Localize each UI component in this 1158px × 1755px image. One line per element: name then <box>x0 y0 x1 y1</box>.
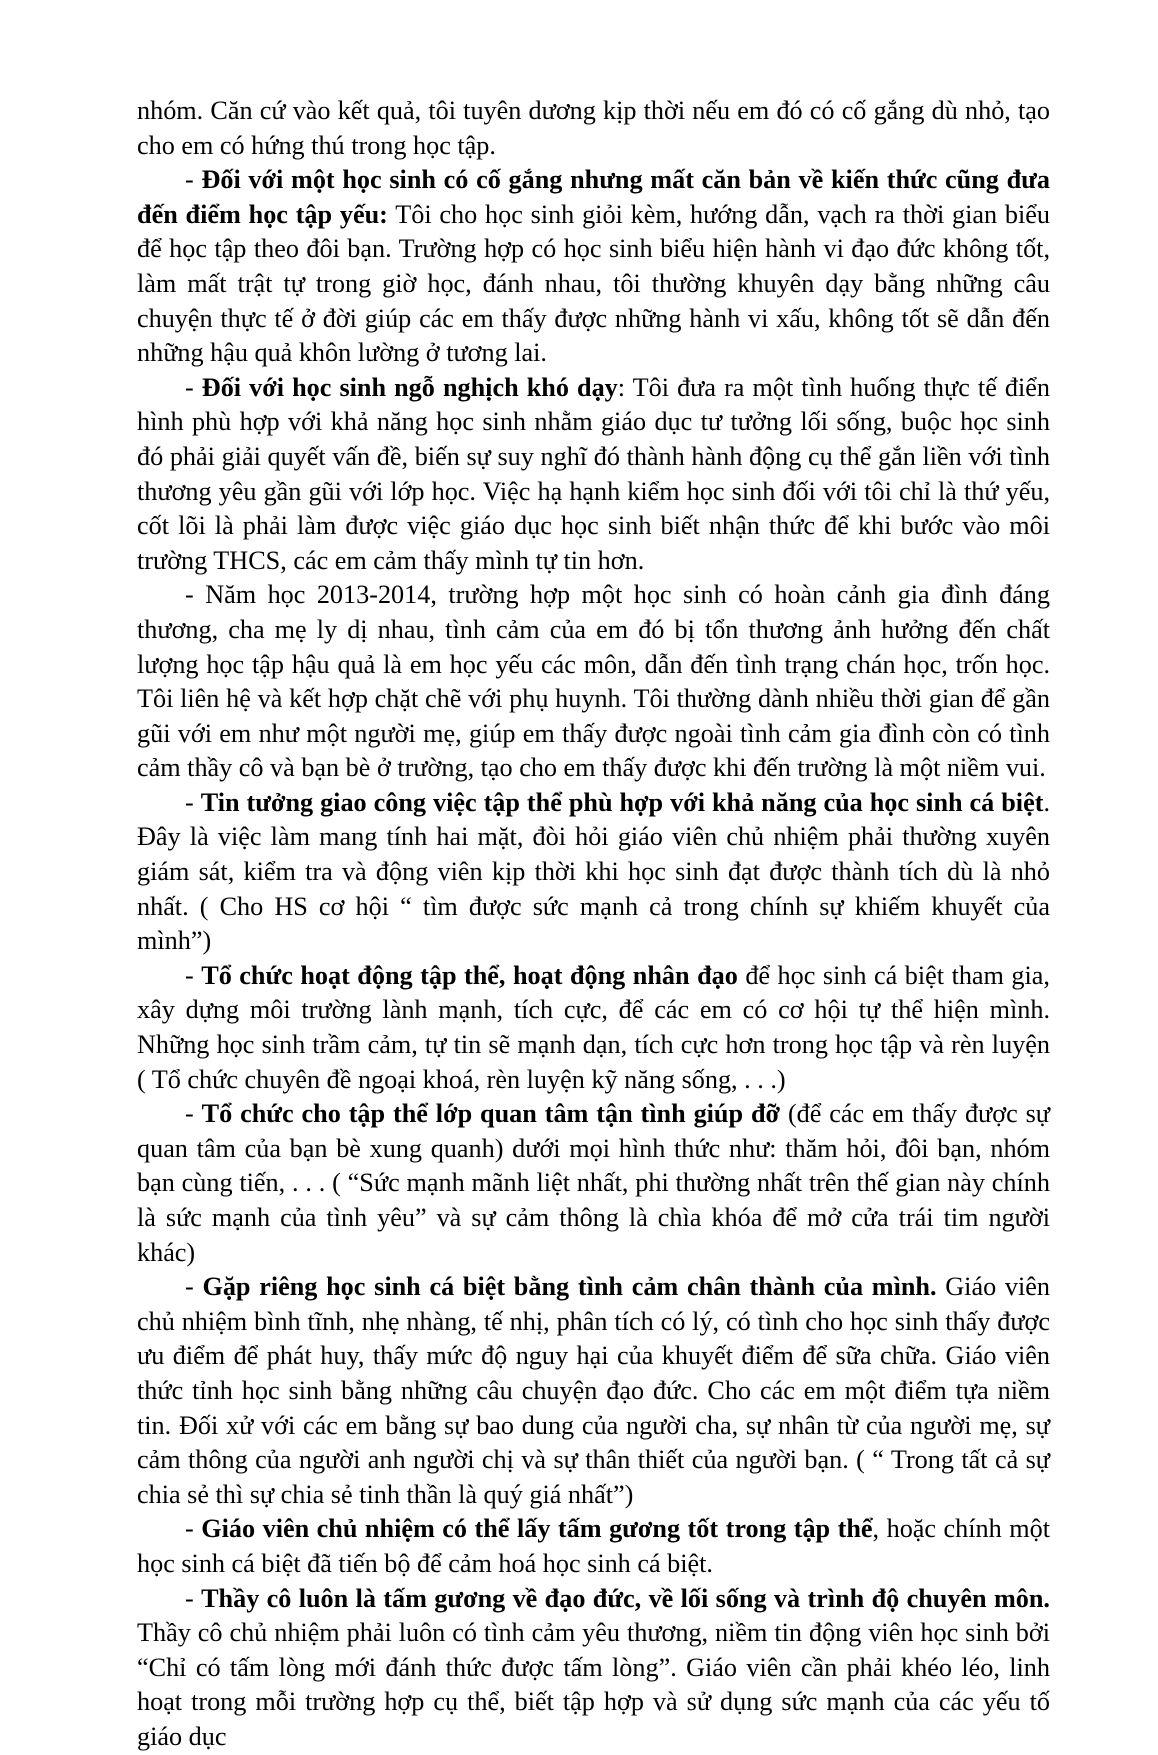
paragraph-8-heading: Gặp riêng học sinh cá biệt bằng tình cảm chân thành của mình. <box>202 1272 937 1302</box>
paragraph-3-lead: - <box>185 372 202 402</box>
paragraph-5 <box>137 786 1050 959</box>
paragraph-10-text: Thầy cô chủ nhiệm phải luôn có tình cảm yêu thương, niềm tin động viên học sinh bởi “Chỉ có tấm lòng mới đánh thức được tấm lòng”. Giáo viên cần phải khéo léo, linh hoạt trong mỗi trường hợp cụ thể, biết tập hợp và sử dụng sức mạnh của các yếu tố giáo dục <box>137 1618 1050 1751</box>
paragraph-6 <box>137 959 1050 1097</box>
paragraph-8 <box>137 1270 1050 1512</box>
paragraph-8-lead: - <box>185 1272 203 1302</box>
paragraph-2-lead: - <box>185 165 202 195</box>
paragraph-9-lead: - <box>185 1514 202 1544</box>
paragraph-3-text: : Tôi đưa ra một tình huống thực tế điển hình phù hợp với khả năng học sinh nhằm giáo dục tư tưởng lối sống, buộc học sinh đó phải giải quyết vấn đề, biến sự suy nghĩ đó thành hành động cụ thể gắn liền với tình thương yêu gần gũi với lớp học. Việc hạ hạnh kiểm học sinh đối với tôi chỉ là thứ yếu, cốt lõi là phải làm được việc giáo dục học sinh biết nhận thức để khi bước vào môi trường THCS, các em cảm thấy mình tự tin hơn. <box>137 372 1050 575</box>
paragraph-5-text: . Đây là việc làm mang tính hai mặt, đòi hỏi giáo viên chủ nhiệm phải thường xuyên giám sát, kiểm tra và động viên kịp thời khi học sinh đạt được thành tích dù là nhỏ nhất. ( Cho HS cơ hội “ tìm được sức mạnh cả trong chính sự khiếm khuyết của mình”) <box>137 787 1050 956</box>
paragraph-2-text: Tôi cho học sinh giỏi kèm, hướng dẫn, vạch ra thời gian biểu để học tập theo đôi bạn. Trường hợp có học sinh biểu hiện hành vi đạo đức không tốt, làm mất trật tự trong giờ học, đánh nhau, tôi thường khuyên dạy bằng những câu chuyện thực tế ở đời giúp các em thấy được những hành vi xấu, không tốt sẽ dẫn đến những hậu quả khôn lường ở tương lai. <box>137 199 1050 368</box>
paragraph-2-heading: Đối với một học sinh có cố gắng nhưng mất căn bản về kiến thức cũng đưa đến điểm học tập yếu: <box>137 165 1050 229</box>
paragraph-9-text: , hoặc chính một học sinh cá biệt đã tiến bộ để cảm hoá học sinh cá biệt. <box>137 1514 1050 1578</box>
paragraph-5-heading: Tin tưởng giao công việc tập thể phù hợp với khả năng của học sinh cá biệt <box>200 787 1044 817</box>
paragraph-10-heading: Thầy cô luôn là tấm gương về đạo đức, về lối sống và trình độ chuyên môn. <box>201 1583 1050 1613</box>
paragraph-1 <box>137 94 1050 163</box>
paragraph-6-text: để học sinh cá biệt tham gia, xây dựng môi trường lành mạnh, tích cực, để các em có cơ hội tự thể hiện mình. Những học sinh trầm cảm, tự tin sẽ mạnh dạn, tích cực hơn trong học tập và rèn luyện ( Tổ chức chuyên đề ngoại khoá, rèn luyện kỹ năng sống, . . .) <box>137 960 1050 1094</box>
paragraph-4-text: - Năm học 2013-2014, trường hợp một học sinh có hoàn cảnh gia đình đáng thương, cha mẹ ly dị nhau, tình cảm của em đó bị tổn thương ảnh hưởng đến chất lượng học tập hậu quả là em học yếu các môn, dẫn đến tình trạng chán học, trốn học. Tôi liên hệ và kết hợp chặt chẽ với phụ huynh. Tôi thường dành nhiều thời gian để gần gũi với em như một người mẹ, giúp em thấy được ngoài tình cảm gia đình còn có tình cảm thầy cô và bạn bè ở trường, tạo cho em thấy được khi đến trường là một niềm vui. <box>137 580 1050 783</box>
paragraph-1-text: nhóm. Căn cứ vào kết quả, tôi tuyên dương kịp thời nếu em đó có cố gắng dù nhỏ, tạo cho em có hứng thú trong học tập. <box>137 96 1050 160</box>
paragraph-10 <box>137 1582 1050 1755</box>
paragraph-6-heading: Tổ chức hoạt động tập thể, hoạt động nhân đạo <box>201 960 738 990</box>
paragraph-9 <box>137 1512 1050 1581</box>
paragraph-2 <box>137 163 1050 371</box>
document-page <box>137 94 1050 1755</box>
paragraph-8-text: Giáo viên chủ nhiệm bình tĩnh, nhẹ nhàng, tế nhị, phân tích có lý, có tình cho học sinh thấy được ưu điểm để phát huy, thấy mức độ nguy hại của khuyết điểm để sữa chữa. Giáo viên thức tỉnh học sinh bằng những câu chuyện đạo đức. Cho các em một điểm tựa niềm tin. Đối xử với các em bằng sự bao dung của người cha, sự nhân từ của người mẹ, sự cảm thông của người anh người chị và sự thân thiết của người bạn. ( “ Trong tất cả sự chia sẻ thì sự chia sẻ tinh thần là quý giá nhất”) <box>137 1272 1050 1509</box>
paragraph-7 <box>137 1097 1050 1270</box>
paragraph-3-heading: Đối với học sinh ngỗ nghịch khó dạy <box>201 372 618 402</box>
paragraph-9-heading: Giáo viên chủ nhiệm có thể lấy tấm gương tốt trong tập thể <box>201 1514 873 1544</box>
paragraph-5-lead: - <box>185 787 201 817</box>
paragraph-7-heading: Tổ chức cho tập thể lớp quan tâm tận tình giúp đỡ <box>201 1099 781 1129</box>
paragraph-4 <box>137 578 1050 786</box>
paragraph-10-lead: - <box>185 1583 202 1613</box>
paragraph-3 <box>137 371 1050 579</box>
paragraph-7-lead: - <box>185 1099 202 1129</box>
paragraph-7-text: (để các em thấy được sự quan tâm của bạn bè xung quanh) dưới mọi hình thức như: thăm hỏi, đôi bạn, nhóm bạn cùng tiến, . . . ( “Sức mạnh mãnh liệt nhất, phi thường nhất trên thế gian này chính là sức mạnh của tình yêu” và sự cảm thông là chìa khóa để mở cửa trái tim người khác) <box>137 1099 1050 1267</box>
paragraph-6-lead: - <box>185 960 202 990</box>
